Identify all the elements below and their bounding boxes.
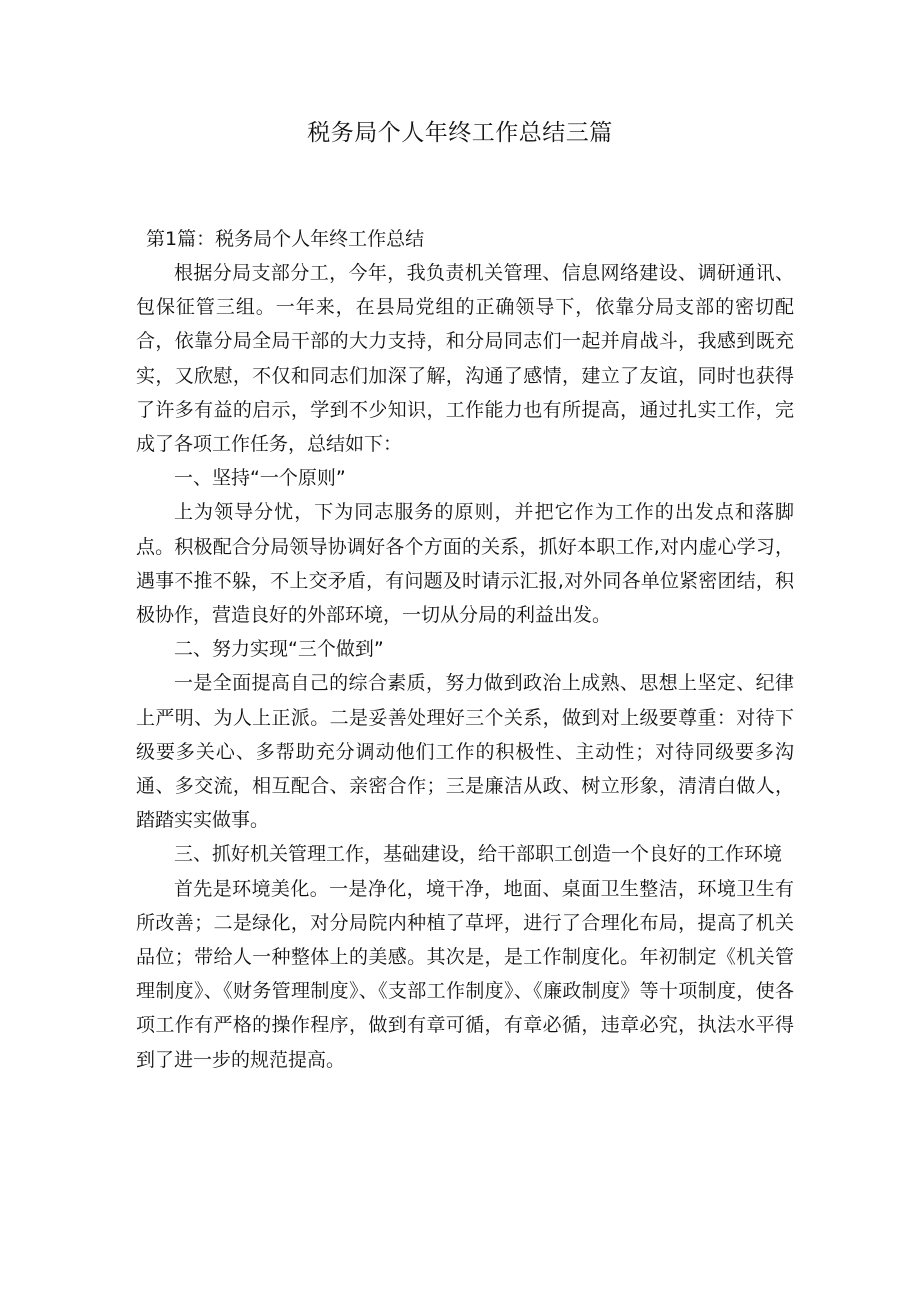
paragraph: 一是全面提高自己的综合素质，努力做到政治上成熟、思想上坚定、纪律上严明、为人上正派。二是妥善处理好三个关系，做到对上级要尊重：对待下级要多关心、多帮助充分调动他们工作的积极性、主动性；对待同级要多沟通、多交流，相互配合、亲密合作；三是廉洁从政、树立形象，清清白做人，踏踏实实做事。 xyxy=(136,672,794,832)
paragraph: 上为领导分忧，下为同志服务的原则，并把它作为工作的出发点和落脚点。积极配合分局领导协调好各个方面的关系，抓好本职工作,对内虚心学习，遇事不推不躲，不上交矛盾，有问题及时请示汇报,对外同各单位紧密团结，积极协作，营造良好的外部环境，一切从分局的利益出发。 xyxy=(136,501,794,627)
paragraph: 首先是环境美化。一是净化，境干净，地面、桌面卫生整洁，环境卫生有所改善；二是绿化，对分局院内种植了草坪，进行了合理化布局，提高了机关品位；带给人一种整体上的美感。其次是，是工作制度化。年初制定《机关管理制度》、《财务管理制度》、《支部工作制度》、《廉政制度》等十项制度，使各项工作有严格的操作程序，做到有章可循，有章必循，违章必究，执法水平得到了进一步的规范提高。 xyxy=(136,877,794,1071)
section-heading: 三、抓好机关管理工作，基础建设，给干部职工创造一个良好的工作环境 xyxy=(174,843,783,866)
paragraph: 根据分局支部分工，今年，我负责机关管理、信息网络建设、调研通讯、包保征管三组。一年来，在县局党组的正确领导下，依靠分局支部的密切配合，依靠分局全局干部的大力支持，和分局同志们一起并肩战斗，我感到既充实，又欣慰，不仅和同志们加深了解，沟通了感情，建立了友谊，同时也获得了许多有益的启示，学到不少知识，工作能力也有所提高，通过扎实工作，完成了各项工作任务，总结如下： xyxy=(136,262,794,456)
document-body xyxy=(136,222,794,1077)
section-subtitle: 第1篇：税务局个人年终工作总结 xyxy=(146,228,425,250)
document-title: 税务局个人年终工作总结三篇 xyxy=(307,120,613,146)
section-heading: 二、努力实现“三个做到” xyxy=(174,638,384,661)
section-heading: 一、坚持“一个原则” xyxy=(174,467,346,490)
